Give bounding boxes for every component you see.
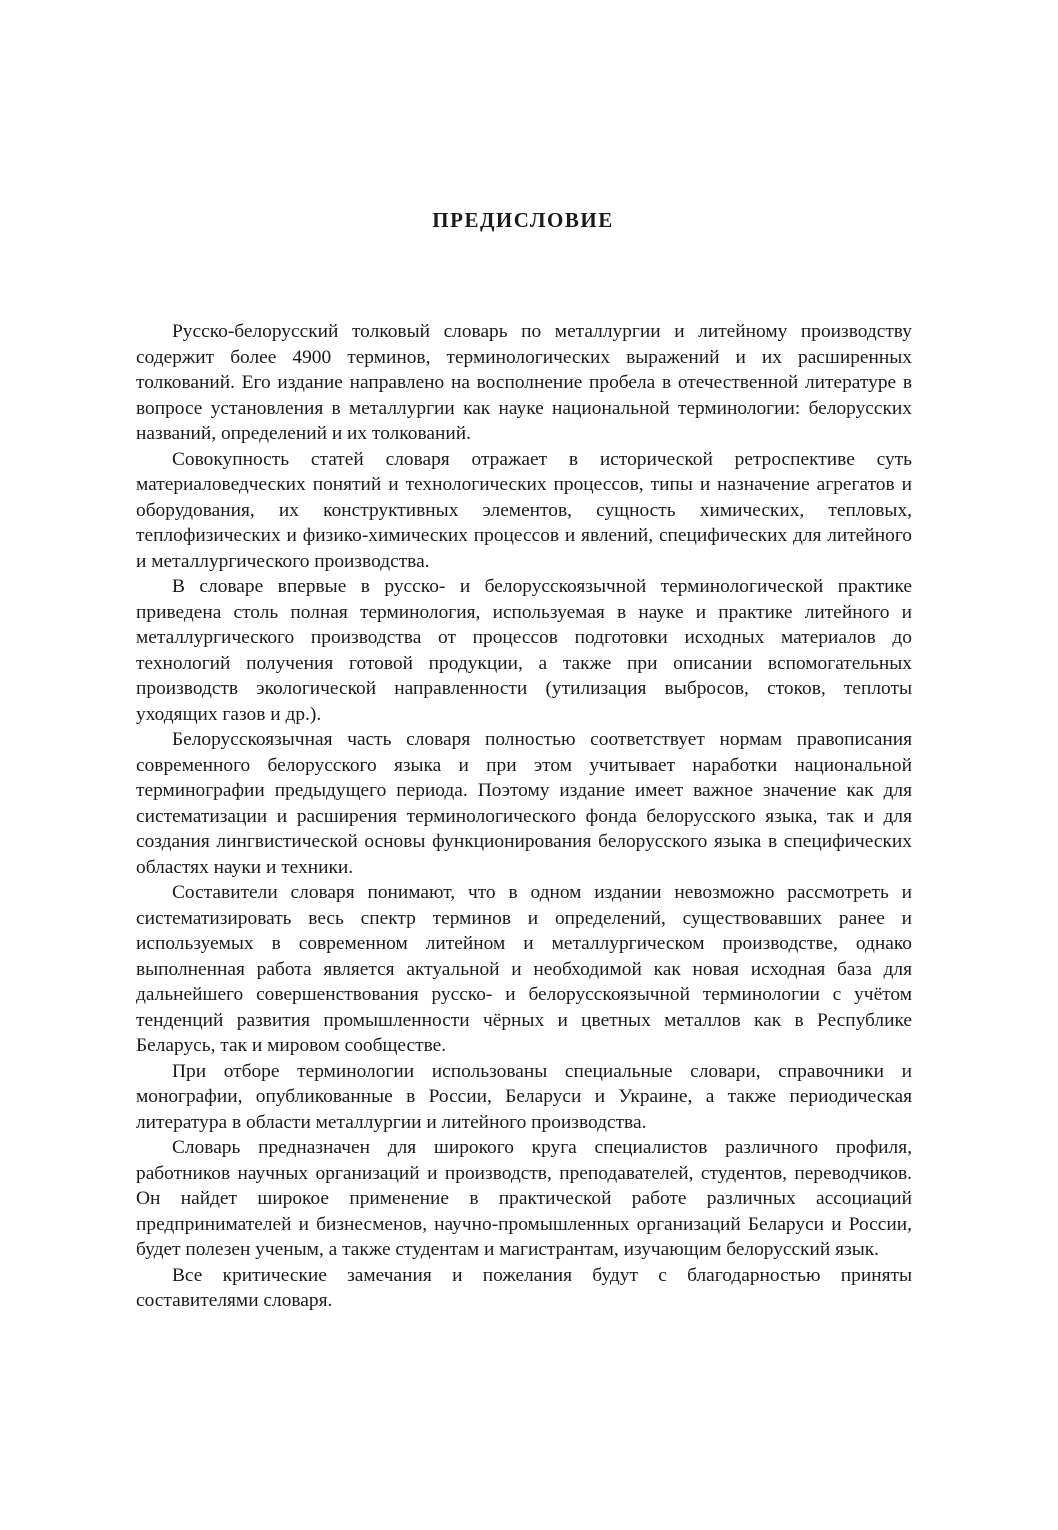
page-title: ПРЕДИСЛОВИЕ <box>432 208 614 232</box>
paragraph: Все критические замечания и пожелания будут с благодарностью приняты составителями словаря. <box>136 1264 912 1311</box>
paragraph: Совокупность статей словаря отражает в исторической ретроспективе суть материаловедческих понятий и технологических процессов, типы и назначение агрегатов и оборудования, их конструктивных элементов, сущность химических, тепловых, теплофизических и физико-химических процессов и явлений, специфических для литейного и металлургического производства. <box>136 448 912 572</box>
paragraph: Словарь предназначен для широкого круга специалистов различного профиля, работников научных организаций и производств, преподавателей, студентов, переводчиков. Он найдет широкое применение в практической работе различных ассоциаций предпринимателей и бизнесменов, научно-промышленных организаций Беларуси и России, будет полезен ученым, а также студентам и магистрантам, изучающим белорусский язык. <box>136 1137 912 1260</box>
preface-body <box>136 319 912 1314</box>
paragraph: В словаре впервые в русско- и белорусскоязычной терминологической практике приведена столь полная терминология, используемая в науке и практике литейного и металлургического производства от процессов подготовки исходных материалов до технологий получения готовой продукции, а также при описании вспомогательных производств экологической направленности (утилизация выбросов, стоков, теплоты уходящих газов и др.). <box>136 576 912 725</box>
paragraph: Составители словаря понимают, что в одном издании невозможно рассмотреть и систематизировать весь спектр терминов и определений, существовавших ранее и используемых в современном литейном и металлургическом производстве, однако выполненная работа является актуальной и необходимой как новая исходная база для дальнейшего совершенствования русско- и белорусскоязычной терминологии с учётом тенденций развития промышленности чёрных и цветных металлов как в Республике Беларусь, так и мировом сообществе. <box>136 882 912 1056</box>
paragraph: Русско-белорусский толковый словарь по металлургии и литейному производству содержит более 4900 терминов, терминологических выражений и их расширенных толкований. Его издание направлено на восполнение пробела в отечественной литературе в вопросе установления в металлургии как науке национальной терминологии: белорусских названий, определений и их толкований. <box>136 321 912 444</box>
paragraph: При отборе терминологии использованы специальные словари, справочники и монографии, опубликованные в России, Беларуси и Украине, а также периодическая литература в области металлургии и литейного производства. <box>136 1060 912 1133</box>
paragraph: Белорусскоязычная часть словаря полностью соответствует нормам правописания современного белорусского языка и при этом учитывает наработки национальной терминографии предыдущего периода. Поэтому издание имеет важное значение как для систематизации и расширения терминологического фонда белорусского языка, так и для создания лингвистической основы функционирования белорусского языка в специфических областях науки и техники. <box>136 729 912 878</box>
